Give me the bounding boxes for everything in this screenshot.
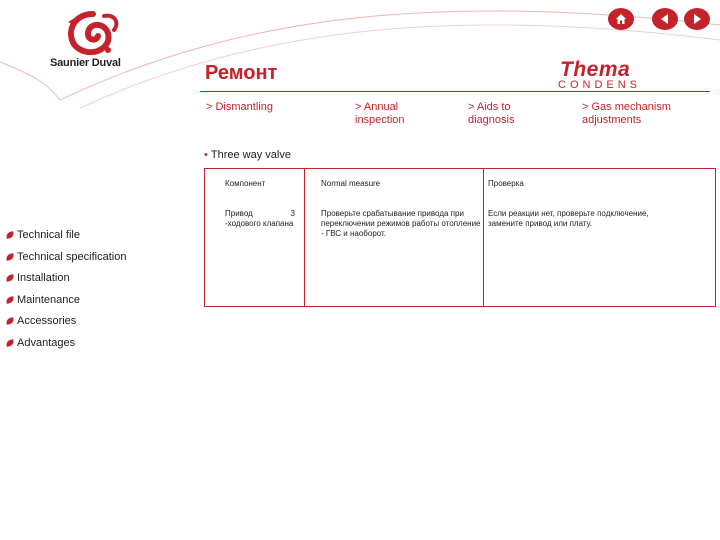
tab-dismantling[interactable]: > Dismantling	[206, 101, 273, 113]
leaf-bullet-icon	[5, 253, 14, 261]
menu-item-label: Advantages	[17, 336, 76, 349]
menu-item-technical-specification[interactable]	[6, 251, 126, 273]
section-bullet: •	[204, 149, 208, 161]
page-title: Ремонт	[205, 62, 278, 84]
menu-item-installation[interactable]	[6, 272, 126, 294]
table-cell-component: Привод 3 -ходового клапана	[225, 209, 295, 228]
table-cell-normal-measure: Проверьте срабатывание привода при переключении режимов работы отопление - ГВС и наоборот.	[321, 209, 481, 238]
menu-item-accessories[interactable]	[6, 315, 126, 337]
menu-item-label: Accessories	[17, 315, 77, 327]
tab-gas-mechanism-adjustments[interactable]: > Gas mechanism adjustments	[582, 101, 671, 126]
section-heading-text: Three way valve	[210, 149, 291, 161]
back-arrow-icon[interactable]	[652, 8, 678, 30]
leaf-bullet-icon	[5, 274, 14, 282]
menu-item-advantages[interactable]	[6, 337, 126, 359]
tab-aids-to-diagnosis[interactable]: > Aids to diagnosis	[468, 101, 515, 126]
menu-item-technical-file[interactable]	[6, 229, 126, 251]
repair-table	[204, 168, 716, 307]
forward-arrow-icon[interactable]	[684, 8, 710, 30]
menu-item-maintenance[interactable]	[6, 294, 126, 316]
table-header-component: Компонент	[225, 179, 266, 188]
home-icon[interactable]	[608, 8, 634, 30]
table-cell-check: Если реакции нет, проверьте подключение, замените привод или плату.	[488, 209, 649, 228]
menu-item-label: Installation	[17, 272, 70, 284]
brand-logo-text: Saunier Duval	[50, 57, 121, 69]
menu-item-label: Maintenance	[17, 293, 80, 306]
product-name: Thema	[560, 58, 631, 81]
menu-item-label: Technical specification	[17, 250, 127, 263]
menu-item-label: Technical file	[17, 229, 80, 241]
leaf-bullet-icon	[5, 231, 14, 239]
table-divider	[304, 169, 305, 306]
table-header-normal-measure: Normal measure	[321, 179, 381, 188]
section-heading	[204, 149, 291, 161]
left-menu	[6, 229, 126, 358]
leaf-bullet-icon	[5, 339, 14, 347]
leaf-bullet-icon	[5, 317, 14, 325]
product-subname: CONDENS	[558, 79, 642, 91]
tab-annual-inspection[interactable]: > Annual inspection	[355, 101, 405, 126]
table-header-check: Проверка	[488, 179, 524, 188]
leaf-bullet-icon	[5, 296, 14, 304]
